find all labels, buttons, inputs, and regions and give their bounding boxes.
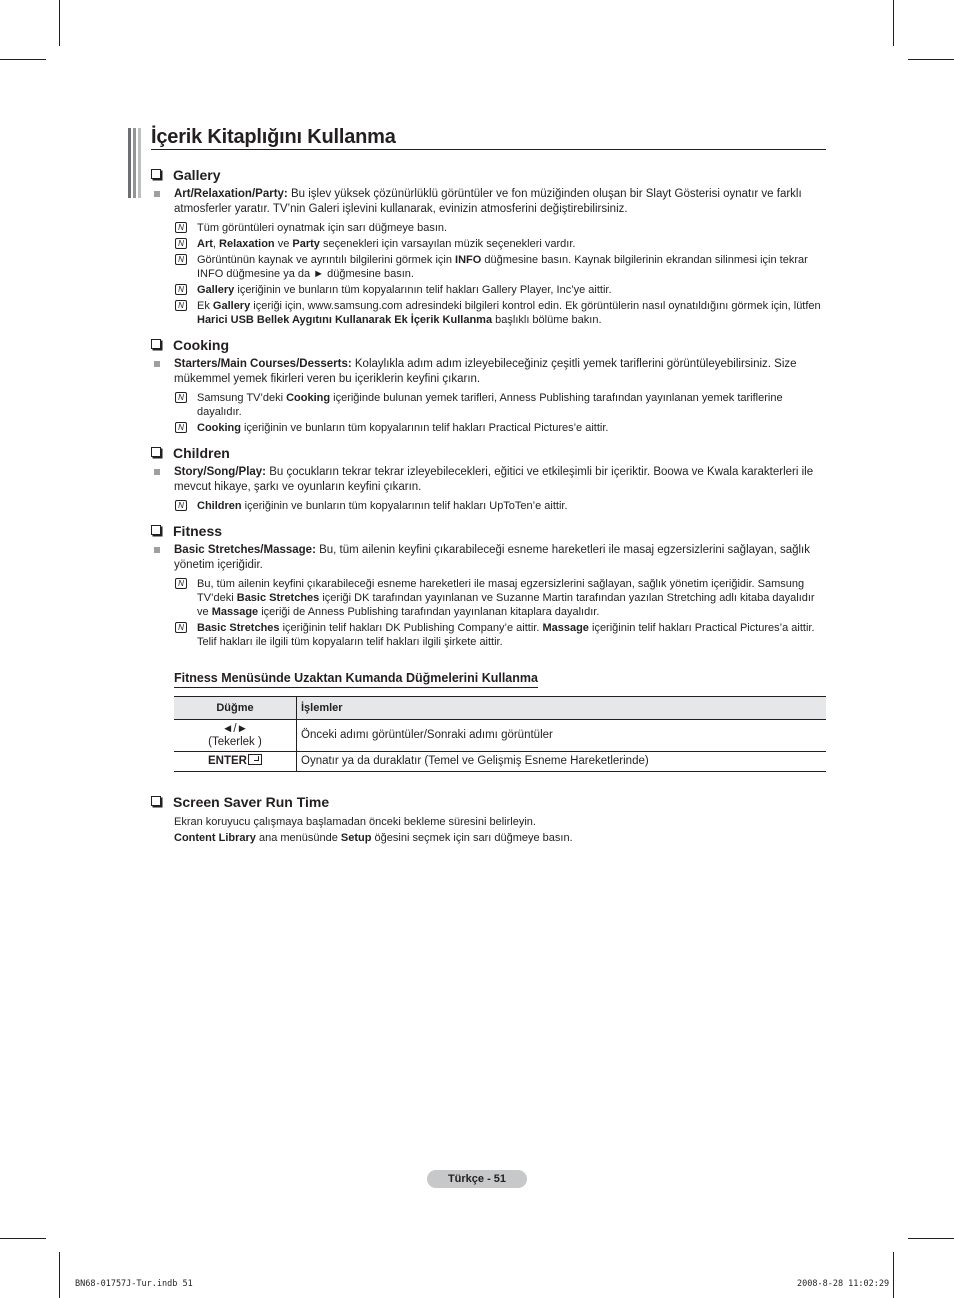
section-heading-gallery: Gallery <box>151 165 826 185</box>
note-icon: N <box>175 222 187 233</box>
note-icon: N <box>175 578 187 589</box>
crop-mark <box>0 59 46 60</box>
crop-mark <box>59 1252 60 1298</box>
checkbox-icon <box>151 447 161 457</box>
crop-mark <box>908 59 954 60</box>
crop-mark <box>908 1238 954 1239</box>
print-slug-date: 2008-8-28 11:02:29 <box>797 1279 890 1289</box>
note-item: N Ek Gallery içeriği için, www.samsung.com adresindeki bilgileri kontrol edin. Ek görüntülerin nasıl oynatıldığını görmek için, lütfen Harici USB Bellek Aygıtını Kullanarak Ek İçerik Kullanma başlıklı bölüme bakın. <box>151 299 826 327</box>
section-heading-children: Children <box>151 443 826 463</box>
square-bullet-icon <box>154 191 160 197</box>
checkbox-icon <box>151 339 161 349</box>
section-heading-screen-saver: Screen Saver Run Time <box>151 792 826 812</box>
table-cell: ENTER <box>174 752 297 772</box>
crop-mark <box>893 0 894 46</box>
crop-mark <box>59 0 60 46</box>
note-item: N Art, Relaxation ve Party seçenekleri için varsayılan müzik seçenekleri vardır. <box>151 237 826 251</box>
checkbox-icon <box>151 169 161 179</box>
square-bullet-icon <box>154 361 160 367</box>
checkbox-icon <box>151 525 161 535</box>
table-cell: Oynatır ya da duraklatır (Temel ve Gelişmiş Esneme Hareketlerinde) <box>297 752 827 772</box>
remote-table-heading: Fitness Menüsünde Uzaktan Kumanda Düğmelerini Kullanma <box>174 671 538 688</box>
note-icon: N <box>175 300 187 311</box>
note-item: N Tüm görüntüleri oynatmak için sarı düğmeye basın. <box>151 221 826 235</box>
column-header: Düğme <box>174 697 297 720</box>
table-row <box>174 752 826 772</box>
note-icon: N <box>175 422 187 433</box>
note-item: N Basic Stretches içeriğinin telif hakları DK Publishing Company’e aittir. Massage içeriğinin telif hakları Practical Pictures’a aittir. Telif hakları ile ilgili tüm kopyaların telif hakları ilgili şirkete aittir. <box>151 621 826 649</box>
list-item: Art/Relaxation/Party: Bu işlev yüksek çözünürlüklü görüntüler ve fon müziğinden oluşan bir Slayt Gösterisi oynatır ve farklı atmosferler yaratır. TV’nin Galeri işlevini kullanarak, evinizin atmosferini değiştirebilirsiniz. <box>151 187 826 217</box>
note-icon: N <box>175 284 187 295</box>
print-slug-file: BN68-01757J-Tur.indb 51 <box>75 1279 193 1289</box>
table-cell: ◄/► (Tekerlek ) <box>174 720 297 752</box>
note-item: N Görüntünün kaynak ve ayrıntılı bilgilerini görmek için INFO düğmesine basın. Kaynak bilgilerinin ekrandan silinmesi için tekrar INFO düğmesine ya da ► düğmesine basın. <box>151 253 826 281</box>
table-cell: Önceki adımı görüntüler/Sonraki adımı görüntüler <box>297 720 827 752</box>
table-row <box>174 720 826 752</box>
list-item: Basic Stretches/Massage: Bu, tüm ailenin keyfini çıkarabileceği esneme hareketleri ile masaj egzersizlerini sağlayan, sağlık yönetim içeriğidir. <box>151 543 826 573</box>
page-title: İçerik Kitaplığını Kullanma <box>151 124 826 150</box>
section-heading-cooking: Cooking <box>151 335 826 355</box>
note-item: N Cooking içeriğinin ve bunların tüm kopyalarının telif hakları Practical Pictures’e aittir. <box>151 421 826 435</box>
note-item: N Bu, tüm ailenin keyfini çıkarabileceği esneme hareketleri ile masaj egzersizlerini sağlayan, sağlık yönetim içeriğidir. Samsung TV’deki Basic Stretches içeriği DK tarafından yayınlanan ve Suzanne Martin tarafından yazılan Stretching adlı kitaba dayalıdır ve Massage içeriği de Anness Publishing tarafından yayınlanan kitaplara dayalıdır. <box>151 577 826 619</box>
paragraph: Ekran koruyucu çalışmaya başlamadan önceki bekleme süresini belirleyin. <box>174 816 536 828</box>
list-item: Story/Song/Play: Bu çocukların tekrar tekrar izleyebilecekleri, eğitici ve etkileşimli bir içeriktir. Boowa ve Kwala karakterleri ile mevcut hikaye, şarkı ve oyunların keyfini çıkarın. <box>151 465 826 495</box>
page-content <box>151 159 826 846</box>
note-icon: N <box>175 238 187 249</box>
remote-buttons-table <box>174 696 826 772</box>
note-item: N Children içeriğinin ve bunların tüm kopyalarının telif hakları UpToTen’e aittir. <box>151 499 826 513</box>
page-number-badge: Türkçe - 51 <box>427 1170 527 1188</box>
table-header-row <box>174 697 826 720</box>
note-icon: N <box>175 622 187 633</box>
enter-key-icon <box>248 754 262 765</box>
column-header: İşlemler <box>297 697 827 720</box>
square-bullet-icon <box>154 547 160 553</box>
list-item: Starters/Main Courses/Desserts: Kolaylıkla adım adım izleyebileceğiniz çeşitli yemek tariflerini görüntüleyebilirsiniz. Size mükemmel yemek fikirleri veren bu içeriklerin keyfini çıkarın. <box>151 357 826 387</box>
square-bullet-icon <box>154 469 160 475</box>
note-icon: N <box>175 500 187 511</box>
section-heading-fitness: Fitness <box>151 521 826 541</box>
note-icon: N <box>175 254 187 265</box>
note-icon: N <box>175 392 187 403</box>
paragraph: Content Library ana menüsünde Setup öğesini seçmek için sarı düğmeye basın. <box>174 832 573 844</box>
checkbox-icon <box>151 796 161 806</box>
crop-mark <box>0 1238 46 1239</box>
note-item: N Samsung TV’deki Cooking içeriğinde bulunan yemek tarifleri, Anness Publishing tarafından yayınlanan yemek tariflerine dayalıdır. <box>151 391 826 419</box>
crop-mark <box>893 1252 894 1298</box>
title-decoration <box>128 128 140 198</box>
note-item: N Gallery içeriğinin ve bunların tüm kopyalarının telif hakları Gallery Player, Inc’ye aittir. <box>151 283 826 297</box>
